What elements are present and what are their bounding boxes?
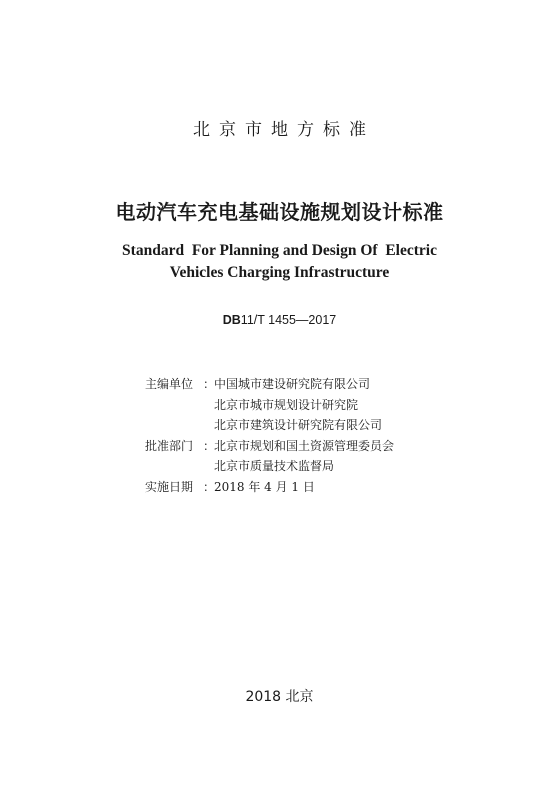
english-title-line-1: Standard For Planning and Design Of Electric	[122, 242, 437, 259]
english-title	[0, 240, 559, 284]
approver-row	[145, 456, 394, 477]
standard-number-prefix: DB	[222, 313, 241, 327]
label-separator: ：	[203, 479, 216, 494]
approver-value: 北京市规划和国土资源管理委员会	[214, 438, 395, 453]
editor-row	[145, 395, 394, 416]
standard-series-heading: 北京市地方标准	[193, 120, 375, 140]
approver-label: 批准部门	[145, 438, 194, 453]
info-block	[145, 374, 394, 497]
chinese-title: 电动汽车充电基础设施规划设计标准	[115, 200, 444, 224]
standard-number-rest: 11/T 1455—2017	[240, 313, 337, 327]
effective-date-label: 实施日期	[145, 479, 194, 494]
editor-label: 主编单位	[145, 377, 194, 391]
standard-number	[0, 313, 559, 327]
effective-date-row	[145, 477, 394, 498]
effective-date-value: 2018 年 4 月 1 日	[214, 479, 315, 494]
editor-row	[145, 415, 394, 436]
editor-row	[145, 374, 394, 395]
label-separator: ：	[203, 377, 216, 391]
english-title-line-2: Vehicles Charging Infrastructure	[169, 264, 390, 281]
approver-row	[145, 436, 394, 457]
label-separator: ：	[203, 438, 216, 453]
editor-value: 中国城市建设研究院有限公司	[214, 377, 371, 391]
publication-footer: 2018 北京	[245, 689, 314, 705]
approver-value: 北京市质量技术监督局	[214, 459, 335, 473]
editor-value: 北京市建筑设计研究院有限公司	[214, 418, 383, 432]
editor-value: 北京市城市规划设计研究院	[214, 397, 359, 412]
